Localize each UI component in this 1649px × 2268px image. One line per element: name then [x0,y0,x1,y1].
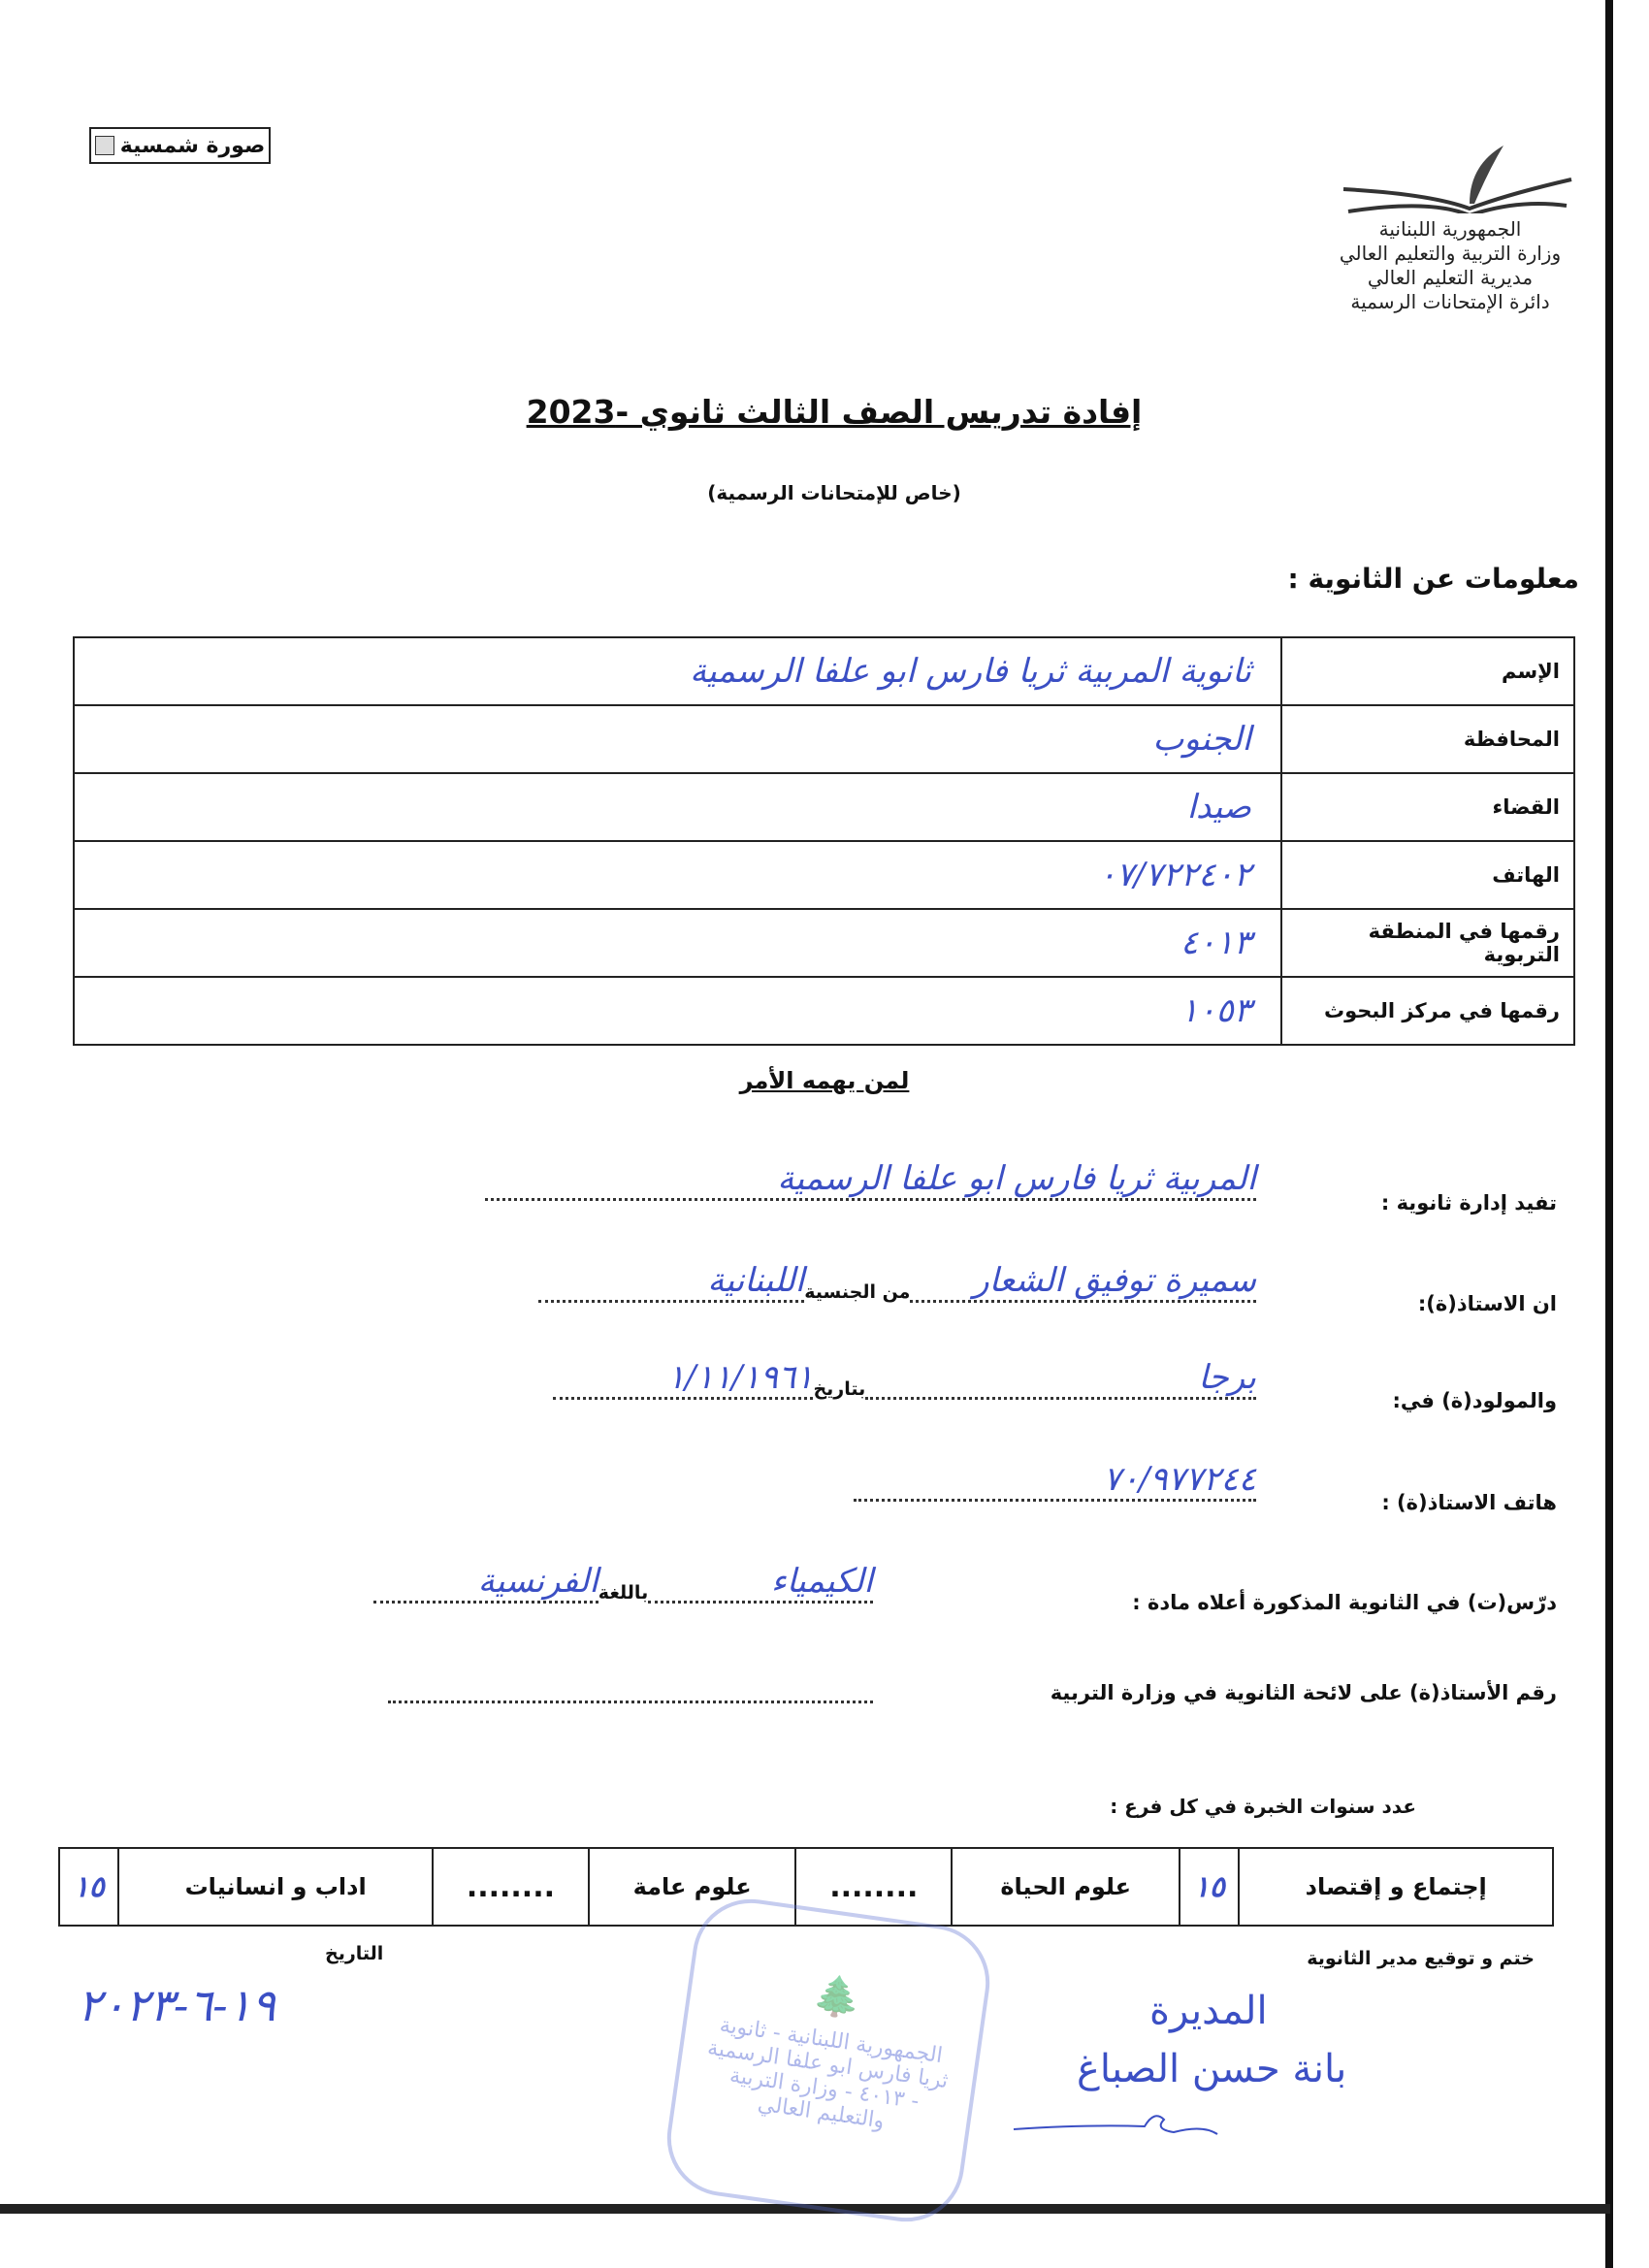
school-info-heading: معلومات عن الثانوية : [1287,563,1579,595]
ministry-logo [1319,136,1581,349]
date-value: ١٩-٦-٢٠٢٣ [78,1979,276,2031]
row-value: ١٠٥٣ [74,977,1281,1045]
row-value: صيدا [74,773,1281,841]
branch-years: ........ [433,1848,589,1926]
language-label: باللغة [598,1582,649,1604]
birth-place-field: برجا [865,1358,1256,1400]
director-name: بانة حسن الصباغ [1077,2047,1347,2091]
school-info-table [73,636,1575,1046]
row-label: المحافظة [1281,705,1574,773]
teacher-phone-field: ٧٠/٩٧٧٢٤٤ [854,1460,1256,1502]
subject-row [373,1562,873,1604]
table-row [74,705,1574,773]
teacher-phone-label: هاتف الاستاذ(ة) : [1381,1491,1557,1514]
logo-line: وزارة التربية والتعليم العالي [1339,242,1562,265]
birth-date-label: بتاريخ [813,1378,866,1400]
school-field: المربية ثريا فارس ابو علفا الرسمية [485,1159,1256,1201]
branch-label: اداب و انسانيات [118,1848,433,1926]
stamp-signature-label: ختم و توقيع مدير الثانوية [1307,1948,1535,1969]
nationality-label: من الجنسية [804,1281,911,1303]
table-row [74,909,1574,977]
row-value: ٠٧/٧٢٢٤٠٢ [74,841,1281,909]
birth-date-field: ١/١١/١٩٦١ [553,1358,813,1400]
experience-heading: عدد سنوات الخبرة في كل فرع : [1110,1795,1416,1818]
image-icon [95,136,114,155]
row-value: الجنوب [74,705,1281,773]
nationality-field: اللبنانية [538,1261,804,1303]
subject-label: درّس(ت) في الثانوية المذكورة أعلاه مادة : [1132,1591,1557,1614]
branch-label: علوم عامة [589,1848,795,1926]
to-whom-heading: لمن يهمه الأمر [739,1067,910,1094]
ministry-number-label: رقم الأستاذ(ة) على لائحة الثانوية في وزارة التربية [1050,1681,1557,1704]
birth-row [553,1358,1256,1400]
branch-years: ١٥ [1180,1848,1239,1926]
scan-edge [1605,0,1649,2268]
row-value: ٤٠١٣ [74,909,1281,977]
teacher-field: سميرة توفيق الشعار [910,1261,1256,1303]
photo-box-label: صورة شمسية [119,133,266,158]
birth-label: والمولود(ة) في: [1392,1389,1557,1412]
cedar-icon: 🌲 [810,1971,865,2023]
logo-line: الجمهورية اللبنانية [1378,217,1522,241]
teacher-row [538,1261,1256,1303]
document-subtitle: (خاص للإمتحانات الرسمية) [707,481,961,504]
official-stamp [660,1892,997,2229]
director-title: المديرة [1149,1989,1268,2033]
ministry-number-field [388,1664,873,1703]
table-row [74,977,1574,1045]
school-label: تفيد إدارة ثانوية : [1380,1191,1557,1215]
row-label: رقمها في مركز البحوث [1281,977,1574,1045]
signature-icon [1009,2105,1222,2144]
date-label: التاريخ [325,1943,384,1964]
table-row [74,773,1574,841]
language-field: الفرنسية [373,1562,598,1604]
row-label: رقمها في المنطقة التربوية [1281,909,1574,977]
branch-label: علوم الحياة [952,1848,1180,1926]
document-title: إفادة تدريس الصف الثالث ثانوي -2023 [526,393,1143,431]
row-label: الهاتف [1281,841,1574,909]
branch-label: إجتماع و إقتصاد [1239,1848,1553,1926]
table-row [74,637,1574,705]
branch-years: ١٥ [59,1848,118,1926]
stamp-text: الجمهورية اللبنانية - ثانوية ثريا فارس ابو علفا الرسمية - ٤٠١٣ - وزارة التربية والتعليم العالي [705,2013,950,2134]
logo-line: دائرة الإمتحانات الرسمية [1350,290,1550,313]
table-row [74,841,1574,909]
photo-box [89,127,271,164]
book-quill-icon [1324,136,1576,213]
subject-field: الكيمياء [648,1562,873,1604]
row-value: ثانوية المربية ثريا فارس ابو علفا الرسمية [74,637,1281,705]
logo-line: مديرية التعليم العالي [1367,266,1534,289]
teacher-label: ان الاستاذ(ة): [1417,1292,1557,1315]
row-label: القضاء [1281,773,1574,841]
branch-years: ........ [795,1848,952,1926]
row-label: الإسم [1281,637,1574,705]
